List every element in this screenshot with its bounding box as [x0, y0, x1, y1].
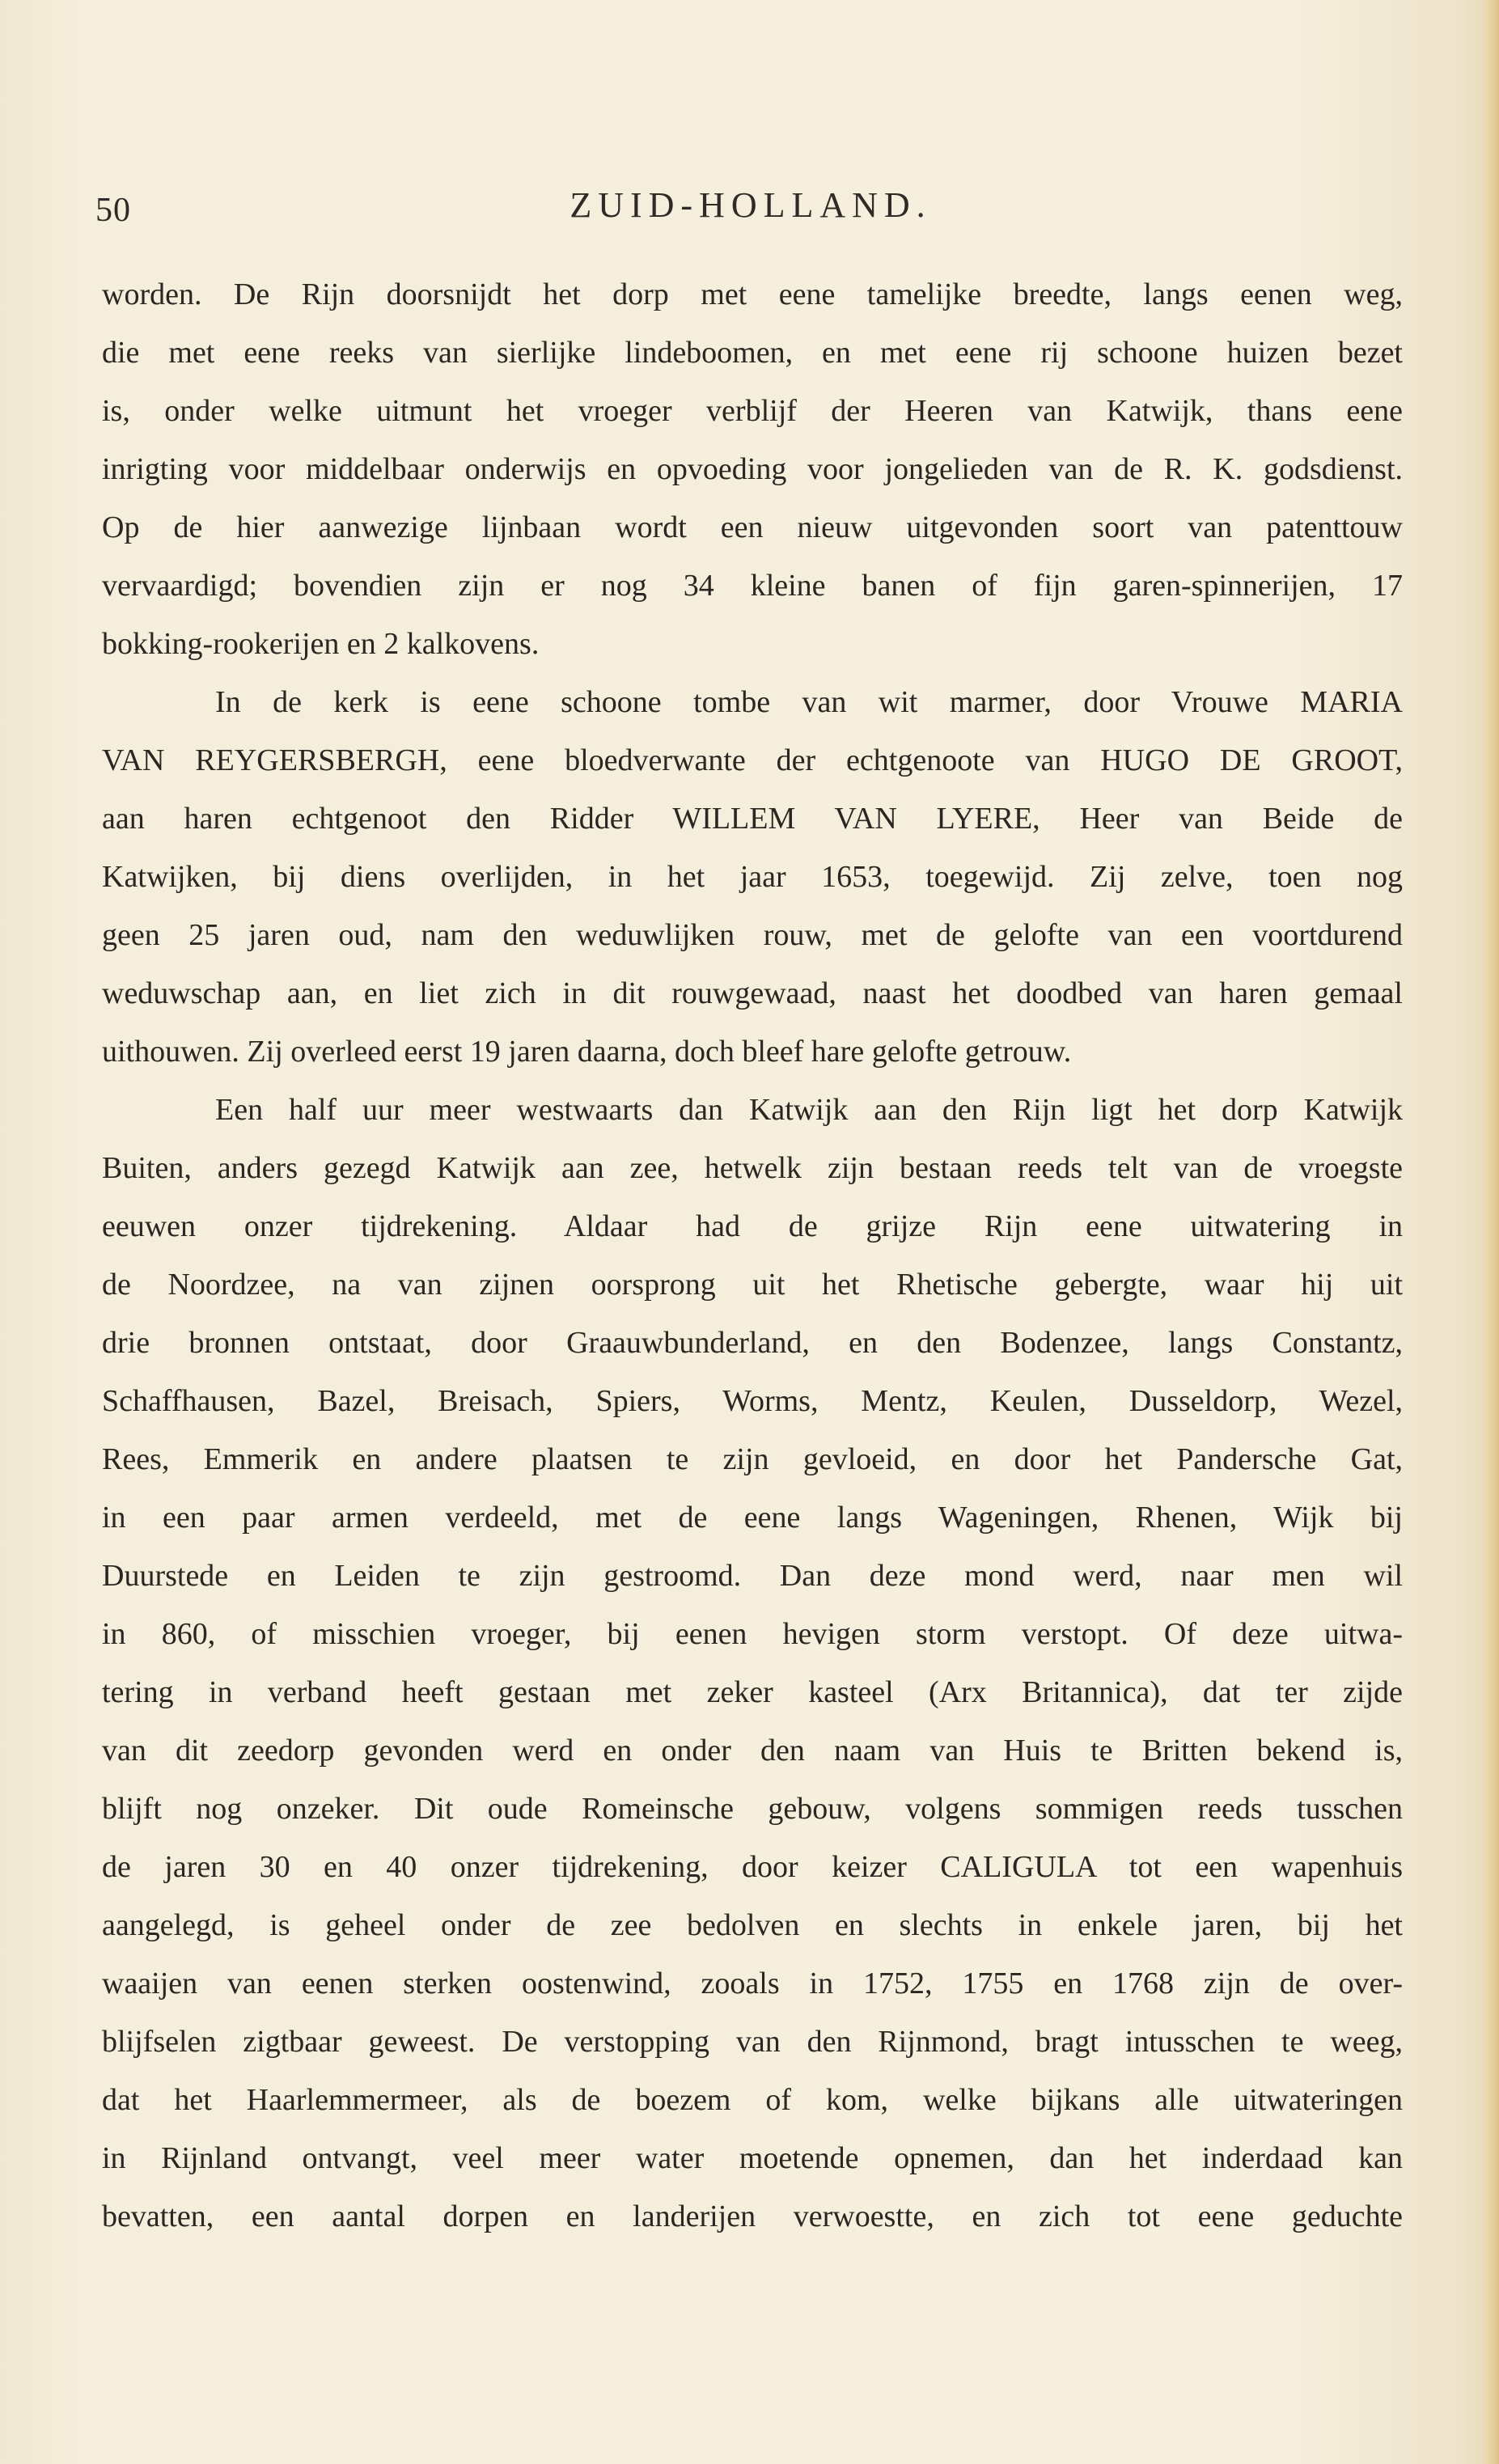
text-line: vervaardigd; bovendien zijn er nog 34 kleine banen of fijn garen-spinnerijen, 17	[102, 569, 1403, 603]
text-line: Buiten, anders gezegd Katwijk aan zee, hetwelk zijn bestaan reeds telt van de vroegste	[102, 1151, 1403, 1185]
text-line: worden. De Rijn doorsnijdt het dorp met eene tamelijke breedte, langs eenen weg,	[102, 277, 1403, 311]
page-number: 50	[95, 192, 131, 229]
text-line: inrigting voor middelbaar onderwijs en opvoeding voor jongelieden van de R. K. godsdienst.	[102, 452, 1403, 486]
body-text	[102, 265, 1403, 2246]
text-line: Schaffhausen, Bazel, Breisach, Spiers, Worms, Mentz, Keulen, Dusseldorp, Wezel,	[102, 1384, 1403, 1418]
text-line: Op de hier aanwezige lijnbaan wordt een nieuw uitgevonden soort van patenttouw	[102, 510, 1403, 544]
text-line: drie bronnen ontstaat, door Graauwbunderland, en den Bodenzee, langs Constantz,	[102, 1326, 1403, 1360]
text-line: Een half uur meer westwaarts dan Katwijk aan den Rijn ligt het dorp Katwijk	[215, 1093, 1403, 1127]
page-edge	[1486, 0, 1499, 2464]
text-line: uithouwen. Zij overleed eerst 19 jaren daarna, doch bleef hare gelofte getrouw.	[102, 1035, 1072, 1069]
text-line: aan haren echtgenoot den Ridder WILLEM VAN LYERE, Heer van Beide de	[102, 802, 1403, 836]
text-line: tering in verband heeft gestaan met zeker kasteel (Arx Britannica), dat ter zijde	[102, 1675, 1403, 1709]
text-line: blijft nog onzeker. Dit oude Romeinsche gebouw, volgens sommigen reeds tusschen	[102, 1792, 1403, 1826]
running-head: ZUID-HOLLAND.	[570, 185, 932, 225]
text-line: bevatten, een aantal dorpen en landerijen verwoestte, en zich tot eene geduchte	[102, 2199, 1403, 2233]
text-line: is, onder welke uitmunt het vroeger verblijf der Heeren van Katwijk, thans eene	[102, 394, 1403, 428]
text-line: Katwijken, bij diens overlijden, in het jaar 1653, toegewijd. Zij zelve, toen nog	[102, 860, 1403, 894]
text-line: in Rijnland ontvangt, veel meer water moetende opnemen, dan het inderdaad kan	[102, 2141, 1403, 2175]
text-line: aangelegd, is geheel onder de zee bedolven en slechts in enkele jaren, bij het	[102, 1908, 1403, 1942]
text-line: Duurstede en Leiden te zijn gestroomd. Dan deze mond werd, naar men wil	[102, 1559, 1403, 1593]
text-line: blijfselen zigtbaar geweest. De verstopping van den Rijnmond, bragt intusschen te weeg,	[102, 2025, 1403, 2059]
text-line: eeuwen onzer tijdrekening. Aldaar had de grijze Rijn eene uitwatering in	[102, 1209, 1403, 1243]
text-line: in 860, of misschien vroeger, bij eenen hevigen storm verstopt. Of deze uitwa-	[102, 1617, 1403, 1651]
text-line: In de kerk is eene schoone tombe van wit marmer, door Vrouwe MARIA	[215, 685, 1403, 719]
text-line: in een paar armen verdeeld, met de eene langs Wageningen, Rhenen, Wijk bij	[102, 1501, 1403, 1535]
text-line: dat het Haarlemmermeer, als de boezem of kom, welke bijkans alle uitwateringen	[102, 2083, 1403, 2117]
text-line: weduwschap aan, en liet zich in dit rouwgewaad, naast het doodbed van haren gemaal	[102, 976, 1403, 1010]
text-line: Rees, Emmerik en andere plaatsen te zijn gevloeid, en door het Pandersche Gat,	[102, 1442, 1403, 1476]
text-line: bokking-rookerijen en 2 kalkovens.	[102, 627, 540, 661]
page-header	[95, 184, 1406, 241]
text-line: waaijen van eenen sterken oostenwind, zooals in 1752, 1755 en 1768 zijn de over-	[102, 1967, 1403, 2000]
text-line: geen 25 jaren oud, nam den weduwlijken rouw, met de gelofte van een voortdurend	[102, 918, 1403, 952]
text-line: de Noordzee, na van zijnen oorsprong uit het Rhetische gebergte, waar hij uit	[102, 1268, 1403, 1302]
text-line: die met eene reeks van sierlijke lindeboomen, en met eene rij schoone huizen bezet	[102, 336, 1403, 370]
text-line: de jaren 30 en 40 onzer tijdrekening, door keizer CALIGULA tot een wapenhuis	[102, 1850, 1403, 1884]
text-line: VAN REYGERSBERGH, eene bloedverwante der echtgenoote van HUGO DE GROOT,	[102, 743, 1403, 777]
text-line: van dit zeedorp gevonden werd en onder den naam van Huis te Britten bekend is,	[102, 1734, 1403, 1768]
